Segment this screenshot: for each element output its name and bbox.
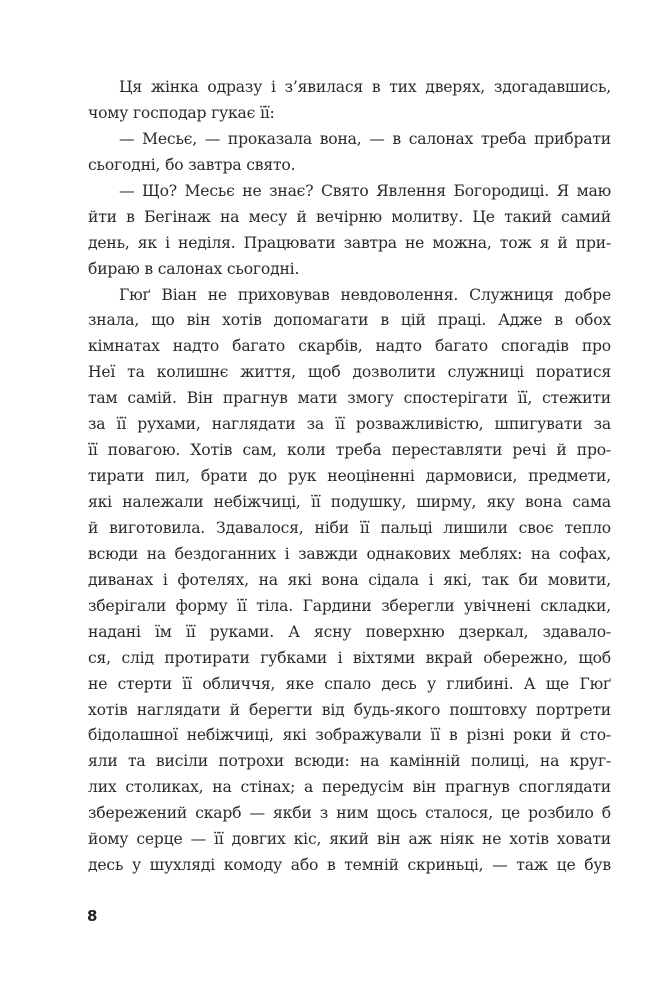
text-line: й виготовила. Здавалося, ніби її пальці лишили своє тепло (88, 518, 611, 537)
text-line: — Що? Месьє не знає? Свято Явлення Богородиці. Я маю (119, 181, 611, 200)
text-line: ся, слід протирати губками і віхтями вкрай обережно, щоб (88, 648, 611, 667)
text-line: диванах і фотелях, на які вона сідала і які, так би мовити, (88, 570, 611, 589)
paragraph (88, 75, 611, 127)
text-line: йти в Бегінаж на месу й вечірню молитву. Це такий самий (88, 207, 611, 226)
body-text (88, 75, 611, 879)
text-line: бідолашної небіжчиці, які зображували її в різні роки й сто- (88, 726, 611, 745)
text-line: яли та висіли потрохи всюди: на камінній полиці, на круг- (88, 752, 611, 771)
text-line: там самій. Він прагнув мати змогу спостерігати її, стежити (88, 389, 611, 408)
text-line: Неї та колишнє життя, щоб дозволити служниці поратися (88, 363, 611, 382)
text-line: — Месьє, — проказала вона, — в салонах треба прибрати (119, 129, 611, 148)
text-line: день, як і неділя. Працювати завтра не можна, тож я й при- (88, 233, 611, 252)
text-line: за її рухами, наглядати за її розважливістю, шпигувати за (88, 415, 611, 434)
text-line: тирати пил, брати до рук неоціненні дармовиси, предмети, (88, 467, 611, 486)
text-line: Ця жінка одразу і з’явилася в тих дверях, здогадавшись, (119, 78, 611, 96)
text-line: йому серце — її довгих кіс, який він аж ніяк не хотів ховати (88, 830, 611, 849)
text-line: чому господар гукає її: (88, 103, 275, 122)
text-line: хотів наглядати й берегти від будь-якого поштовху портрети (88, 700, 611, 719)
paragraph (88, 127, 611, 179)
page-number: 8 (87, 907, 98, 925)
text-line: Гюґ Віан не приховував невдоволення. Служниця добре (119, 285, 611, 304)
text-line: які належали небіжчиці, її подушку, ширму, яку вона сама (88, 493, 611, 511)
text-line: збережений скарб — якби з ним щось сталося, це розбило б (88, 804, 611, 823)
text-line: бираю в салонах сьогодні. (88, 259, 300, 278)
paragraph (88, 283, 611, 880)
text-line: знала, що він хотів допомагати в цій праці. Адже в обох (88, 311, 611, 330)
text-line: сьогодні, бо завтра свято. (88, 155, 296, 174)
paragraph (88, 179, 611, 283)
text-line: зберігали форму її тіла. Гардини зберегли увічнені складки, (88, 596, 611, 615)
text-line: десь у шухляді комоду або в темній скриньці, — таж це був (88, 856, 611, 875)
text-line: лих столиках, на стінах; а передусім він прагнув споглядати (88, 778, 611, 797)
text-line: її повагою. Хотів сам, коли треба переставляти речі й про- (88, 441, 611, 460)
text-line: всюди на бездоганних і завжди однакових меблях: на софах, (88, 544, 611, 563)
text-line: кімнатах надто багато скарбів, надто багато спогадів про (88, 337, 611, 356)
text-line: не стерти її обличчя, яке спало десь у глибині. А ще Гюґ (88, 674, 611, 693)
text-line: надані їм її руками. А ясну поверхню дзеркал, здавало- (88, 622, 611, 641)
